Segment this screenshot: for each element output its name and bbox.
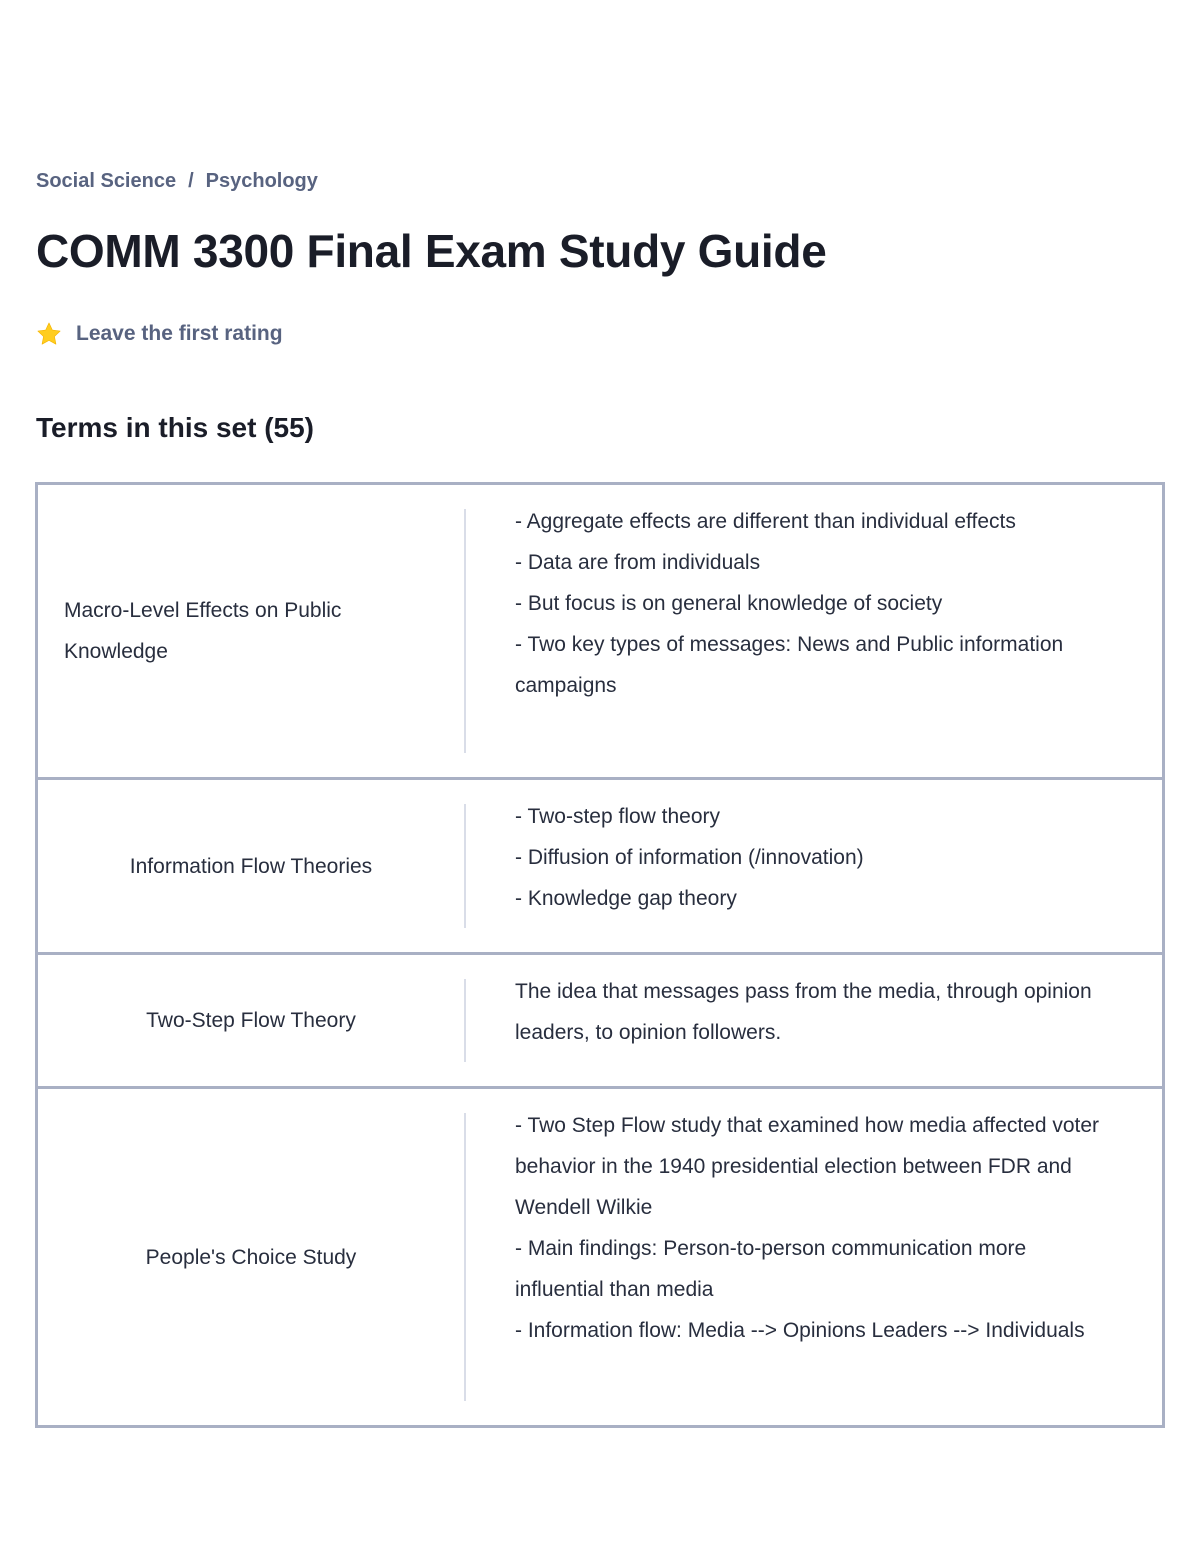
definition-line: - Knowledge gap theory: [515, 887, 737, 910]
term-text: Information Flow Theories: [129, 854, 373, 878]
term-card: [35, 482, 1165, 780]
definition-line: - Two-step flow theory: [515, 805, 721, 828]
breadcrumb: [36, 166, 318, 196]
definition-text: [466, 485, 1162, 777]
terms-heading: Terms in this set (55): [36, 412, 315, 443]
definition-line: - Diffusion of information (/innovation): [515, 846, 864, 869]
term-card: [35, 952, 1165, 1089]
definition-text: [466, 955, 1162, 1086]
definition-line: - Data are from individuals: [515, 551, 761, 574]
rating-label: Leave the first rating: [76, 322, 283, 345]
rating-button[interactable]: [36, 318, 283, 350]
definition-line: The idea that messages pass from the media, through opinion leaders, to opinion followers.: [515, 980, 1092, 1044]
definition-line: - Aggregate effects are different than individual effects: [515, 510, 1016, 533]
definition-line: - Two key types of messages: News and Public information campaigns: [515, 633, 1064, 697]
term-text: Two-Step Flow Theory: [146, 1009, 356, 1032]
term-list: [35, 482, 1165, 1428]
breadcrumb-item-social-science[interactable]: Social Science: [36, 169, 177, 192]
page-title: COMM 3300 Final Exam Study Guide: [36, 225, 827, 277]
breadcrumb-item-psychology[interactable]: Psychology: [205, 169, 318, 192]
definition-line: - But focus is on general knowledge of society: [515, 592, 943, 615]
definition-line: - Information flow: Media --> Opinions Leaders --> Individuals: [515, 1319, 1085, 1342]
star-icon: [36, 321, 62, 347]
term-text: People's Choice Study: [145, 1245, 357, 1269]
definition-line: - Two Step Flow study that examined how media affected voter behavior in the 1940 presidential election between FDR and Wendell Wilkie: [515, 1114, 1100, 1219]
definition-text: [466, 1089, 1162, 1425]
definition-line: - Main findings: Person-to-person communication more influential than media: [515, 1237, 1027, 1301]
term-card: [35, 1086, 1165, 1428]
term-card: [35, 777, 1165, 955]
breadcrumb-separator: /: [188, 169, 194, 192]
definition-text: [466, 780, 1162, 952]
term-text: Macro-Level Effects on Public Knowledge: [64, 599, 342, 663]
